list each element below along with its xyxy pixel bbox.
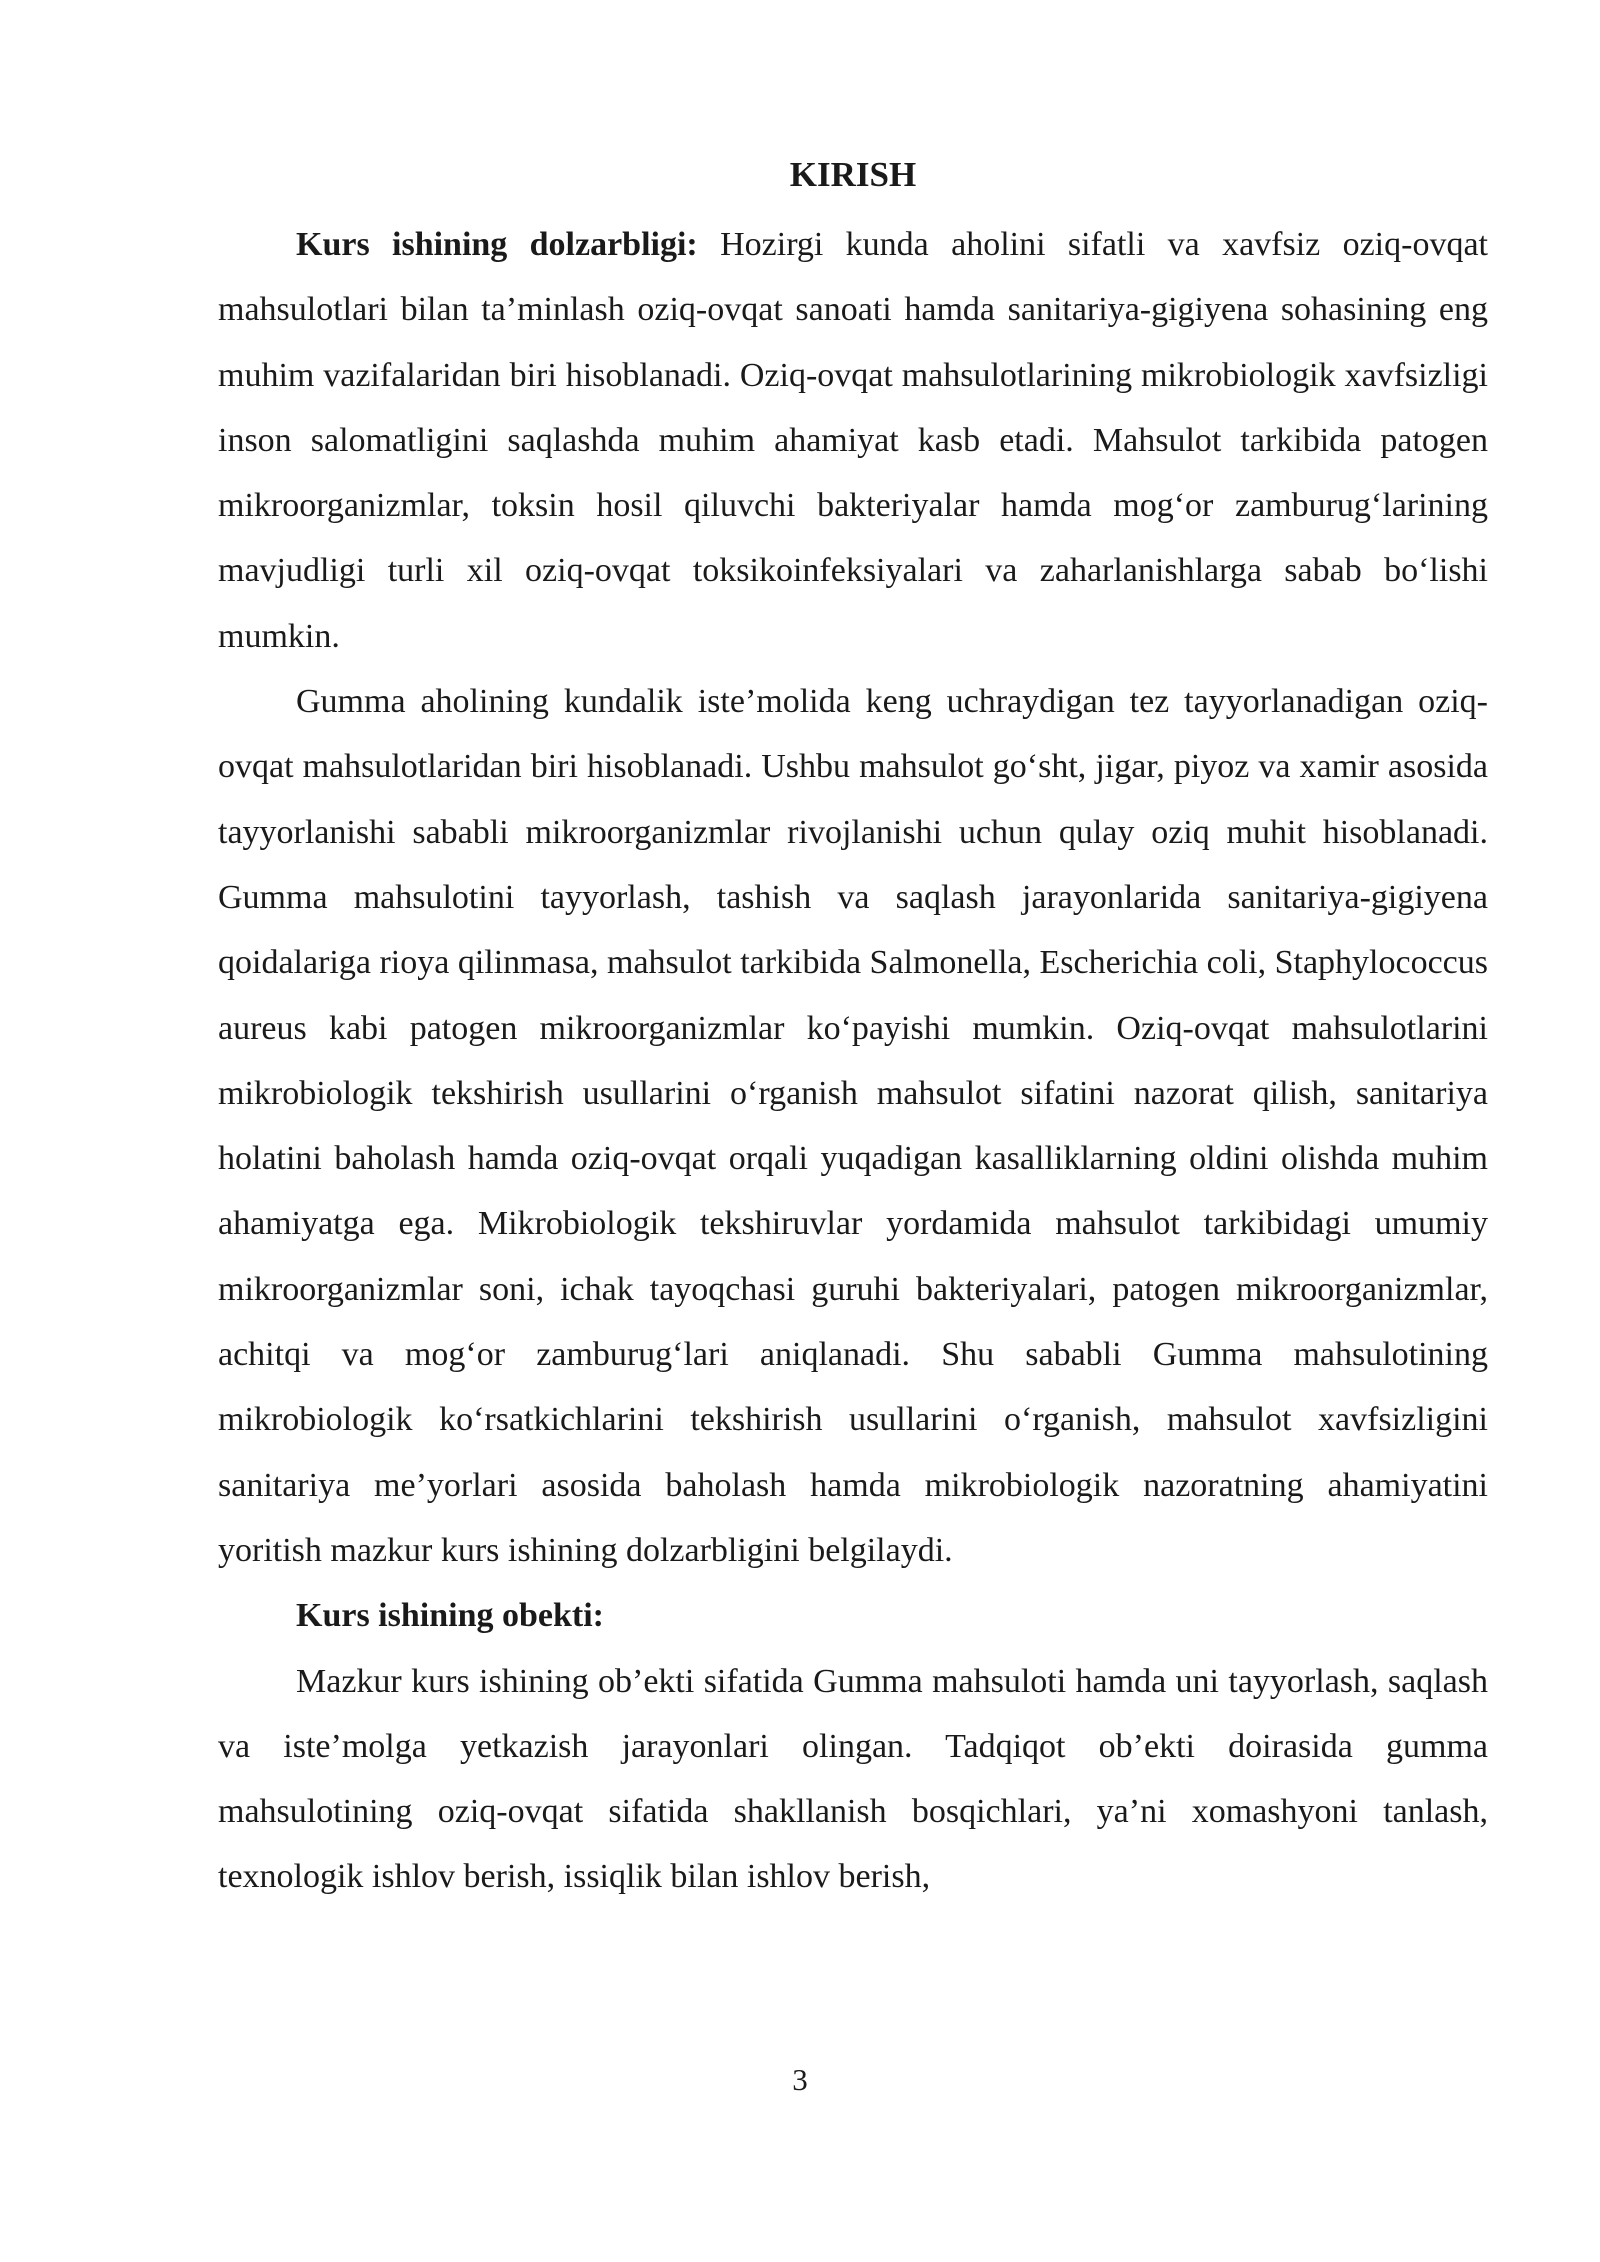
section-heading-object: Kurs ishining obekti:: [296, 1597, 604, 1635]
paragraph-relevance-text: Hozirgi kunda aholini sifatli va xavfsiz oziq-ovqat mahsulotlari bilan ta’minlash oziq-ovqat sanoati hamda sanitariya-gigiyena sohasining eng muhim vazifalaridan biri hisoblanadi. Oziq-ovqat mahsulotlarining mikrobiologik xavfsizligi inson salomatligini saqlashda muhim ahamiyat kasb etadi. Mahsulot tarkibida patogen mikroorganizmlar, toksin hosil qiluvchi bakteriyalar hamda mog‘or zamburug‘larining mavjudligi turli xil oziq-ovqat toksikoinfeksiyalari va zaharlanishlarga sabab bo‘lishi mumkin.: [218, 226, 1488, 655]
document-page: [218, 150, 1488, 1910]
page-title: KIRISH: [789, 155, 917, 194]
paragraph-object: Mazkur kurs ishining ob’ekti sifatida Gumma mahsuloti hamda uni tayyorlash, saqlash va iste’molga yetkazish jarayonlari olingan. Tadqiqot ob’ekti doirasida gumma mahsulotining oziq-ovqat sifatida shakllanish bosqichlari, ya’ni xomashyoni tanlash, texnologik ishlov berish, issiqlik bilan ishlov berish,: [218, 1662, 1488, 1896]
paragraph-relevance: [218, 212, 1488, 669]
paragraph-gumma: Gumma aholining kundalik iste’molida keng uchraydigan tez tayyorlanadigan oziq-ovqat mahsulotlaridan biri hisoblanadi. Ushbu mahsulot go‘sht, jigar, piyoz va xamir asosida tayyorlanishi sababli mikroorganizmlar rivojlanishi uchun qulay oziq muhit hisoblanadi. Gumma mahsulotini tayyorlash, tashish va saqlash jarayonlarida sanitariya-gigiyena qoidalariga rioya qilinmasa, mahsulot tarkibida Salmonella, Escherichia coli, Staphylococcus aureus kabi patogen mikroorganizmlar ko‘payishi mumkin. Oziq-ovqat mahsulotlarini mikrobiologik tekshirish usullarini o‘rganish mahsulot sifatini nazorat qilish, sanitariya holatini baholash hamda oziq-ovqat orqali yuqadigan kasalliklarning oldini olishda muhim ahamiyatga ega. Mikrobiologik tekshiruvlar yordamida mahsulot tarkibidagi umumiy mikroorganizmlar soni, ichak tayoqchasi guruhi bakteriyalari, patogen mikroorganizmlar, achitqi va mog‘or zamburug‘lari aniqlanadi. Shu sababli Gumma mahsulotining mikrobiologik ko‘rsatkichlarini tekshirish usullarini o‘rganish, mahsulot xavfsizligini sanitariya me’yorlari asosida baholash hamda mikrobiologik nazoratning ahamiyatini yoritish mazkur kurs ishining dolzarbligini belgilaydi.: [218, 683, 1488, 1569]
section-label-relevance: Kurs ishining dolzarbligi:: [296, 226, 698, 263]
page-number: 3: [792, 2062, 808, 2097]
